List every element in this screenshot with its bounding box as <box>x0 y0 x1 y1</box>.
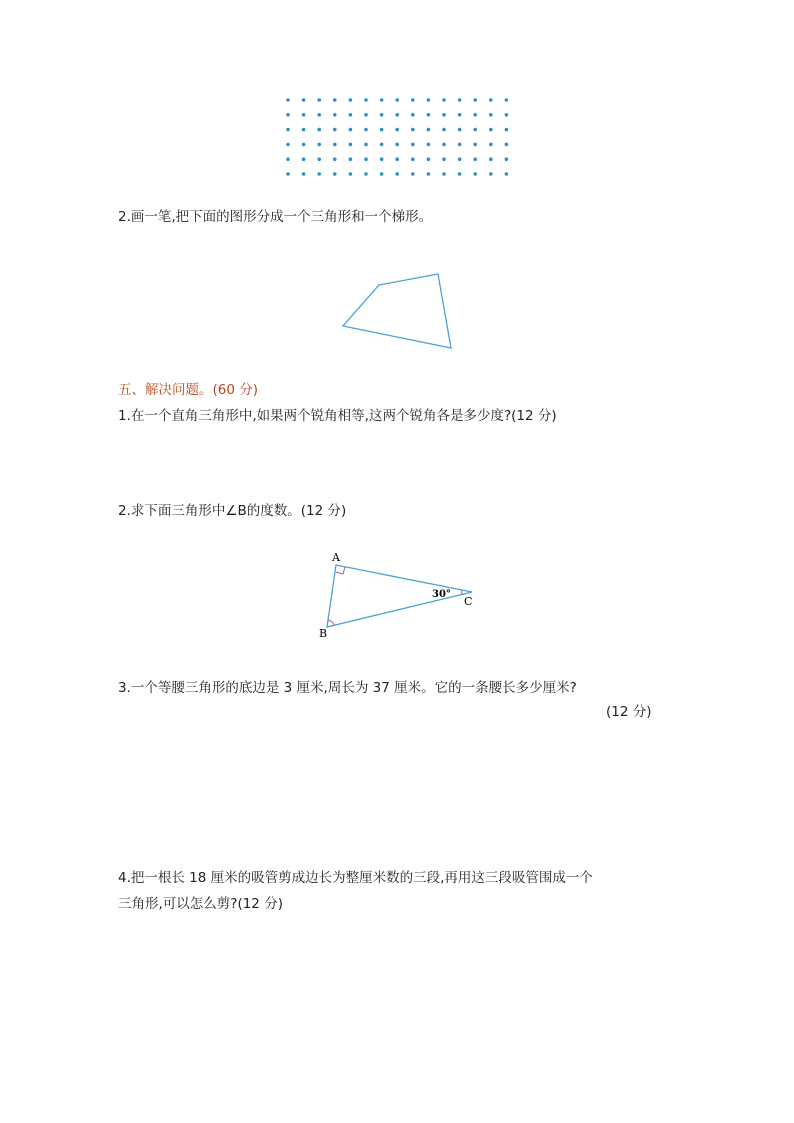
section-heading: 五、解决问题。(60 分) <box>118 382 259 398</box>
problem-2: 2.求下面三角形中∠B的度数。(12 分) <box>118 503 347 519</box>
angle-c-label: 30° <box>432 589 451 600</box>
problem-3-score: (12 分) <box>606 704 652 720</box>
problem-1: 1.在一个直角三角形中,如果两个锐角相等,这两个锐角各是多少度?(12 分) <box>118 408 557 424</box>
problem-4-line-2: 三角形,可以怎么剪?(12 分) <box>118 896 283 912</box>
vertex-label-a: A <box>332 551 340 564</box>
vertex-label-c: C <box>464 595 473 608</box>
problem-4-line-1: 4.把一根长 18 厘米的吸管剪成边长为整厘米数的三段,再用这三段吸管围成一个 <box>118 870 593 886</box>
problem-3: 3.一个等腰三角形的底边是 3 厘米,周长为 37 厘米。它的一条腰长多少厘米? <box>118 680 577 696</box>
vertex-label-b: B <box>319 627 328 640</box>
question-divide-shape: 2.画一笔,把下面的图形分成一个三角形和一个梯形。 <box>118 209 433 225</box>
